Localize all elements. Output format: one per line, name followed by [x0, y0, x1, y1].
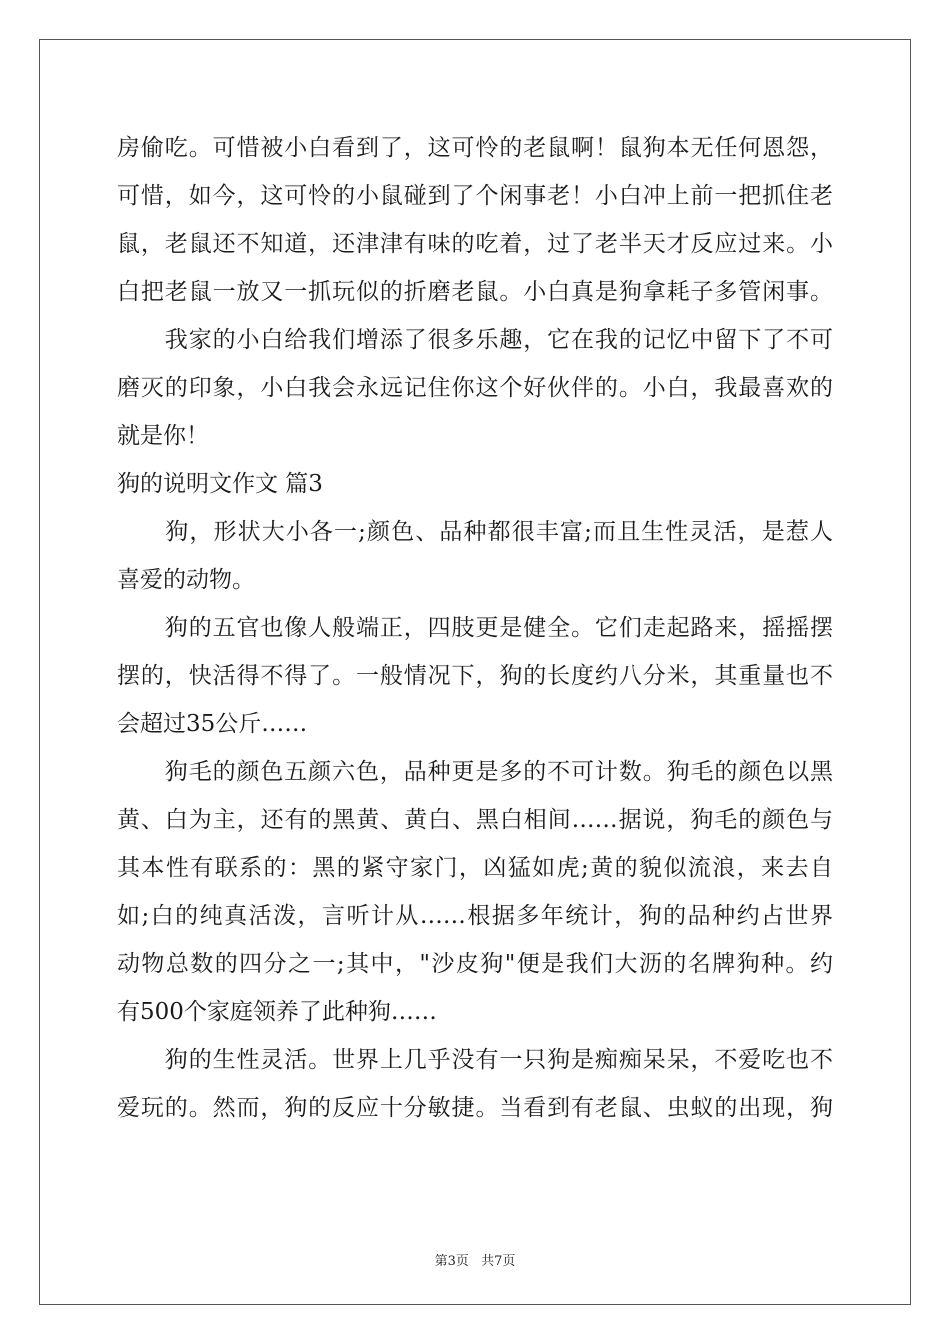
text-line-3: 鼠，老鼠还不知道，还津津有味的吃着，过了老半天才反应过来。小	[117, 231, 833, 257]
text-line-14: 狗毛的颜色五颜六色，品种更是多的不可计数。狗毛的颜色以黑	[117, 759, 833, 785]
text-line-9: 狗，形状大小各一;颜色、品种都很丰富;而且生性灵活，是惹人	[117, 519, 833, 545]
text-line-1: 房偷吃。可惜被小白看到了，这可怜的老鼠啊！鼠狗本无任何恩怨，	[117, 135, 833, 161]
text-line-16: 其本性有联系的：黑的紧守家门，凶猛如虎;黄的貌似流浪，来去自	[117, 855, 833, 881]
text-line-15: 黄、白为主，还有的黑黄、黄白、黑白相间……据说，狗毛的颜色与	[117, 807, 833, 833]
text-line-21: 爱玩的。然而，狗的反应十分敏捷。当看到有老鼠、虫蚁的出现，狗	[117, 1095, 833, 1121]
text-line-18: 动物总数的四分之一;其中，"沙皮狗"便是我们大沥的名牌狗种。约	[117, 951, 833, 977]
text-line-2: 可惜，如今，这可怜的小鼠碰到了个闲事老！小白冲上前一把抓住老	[117, 183, 833, 209]
text-line-19: 有500个家庭领养了此种狗……	[117, 999, 437, 1025]
text-line-13: 会超过35公斤……	[117, 711, 308, 737]
text-line-20: 狗的生性灵活。世界上几乎没有一只狗是痴痴呆呆，不爱吃也不	[117, 1047, 833, 1073]
text-line-12: 摆的，快活得不得了。一般情况下，狗的长度约八分米，其重量也不	[117, 663, 833, 689]
text-line-5: 我家的小白给我们增添了很多乐趣，它在我的记忆中留下了不可	[117, 327, 833, 353]
section-heading: 狗的说明文作文 篇3	[117, 471, 323, 497]
text-line-7: 就是你！	[117, 423, 209, 449]
page-number: 第3页	[434, 1254, 469, 1269]
page-total: 共7页	[481, 1254, 516, 1269]
text-line-17: 如;白的纯真活泼，言听计从……根据多年统计，狗的品种约占世界	[117, 903, 833, 929]
text-line-4: 白把老鼠一放又一抓玩似的折磨老鼠。小白真是狗拿耗子多管闲事。	[117, 279, 833, 305]
text-line-10: 喜爱的动物。	[117, 567, 255, 593]
text-line-11: 狗的五官也像人般端正，四肢更是健全。它们走起路来，摇摇摆	[117, 615, 833, 641]
page-footer	[0, 1250, 950, 1269]
text-line-6: 磨灭的印象，小白我会永远记住你这个好伙伴的。小白，我最喜欢的	[117, 375, 833, 401]
document-body	[117, 124, 833, 1132]
